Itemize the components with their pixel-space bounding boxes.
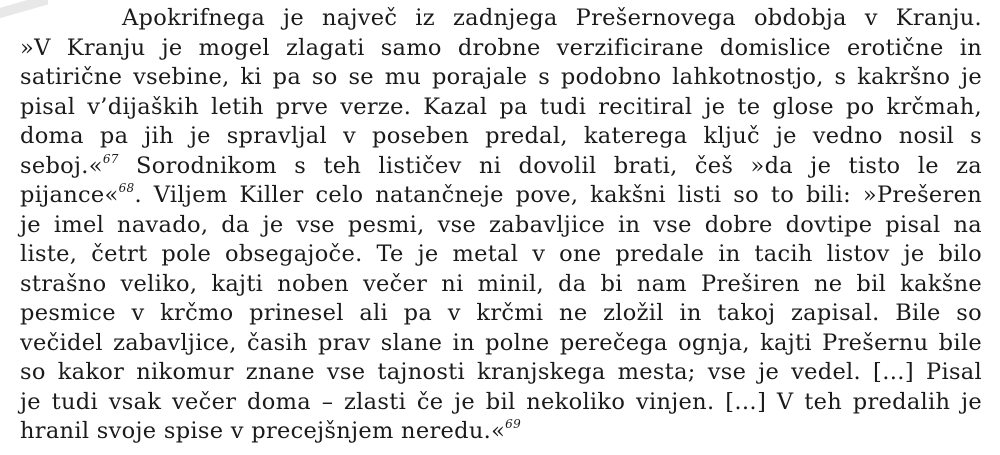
text-run: hranil svoje spise v precejšnjem neredu.« [20, 418, 506, 444]
paragraph-line: liste, četrt pole obsegajoče. Te je metal v one predale in tacih listov je bilo [20, 241, 982, 267]
paragraph-line [20, 417, 982, 447]
document-body [20, 4, 982, 447]
paragraph-line [20, 152, 982, 182]
paragraph-line [20, 181, 982, 211]
paragraph-line: pesmice v krčmo prinesel ali pa v krčmi ne zložil in takoj zapisal. Bile so [20, 300, 982, 326]
paragraph-line: pisal v’dijaških letih prve verze. Kazal pa tudi recitiral je te glose po krčmah, [20, 93, 982, 120]
footnote-ref-67: 67 [102, 151, 119, 166]
paragraph-line: »V Kranju je mogel zlagati samo drobne verzificirane domislice erotične in [20, 34, 982, 61]
footnote-ref-68: 68 [118, 181, 135, 195]
footnote-ref-69: 69 [505, 417, 522, 431]
paragraph-line: je imel navado, da je vse pesmi, vse zabavljice in vse dobre dovtipe pisal na [20, 211, 982, 238]
text-run: Sorodnikom s teh lističev ni dovolil brati, češ »da je tisto le za [136, 152, 982, 179]
paragraph-line: so kakor nikomur znane vse tajnosti kranjskega mesta; vse je vedel. […] Pisal [20, 359, 982, 385]
text-run: pijance« [20, 182, 119, 208]
text-run: Apokrifnega je največ iz zadnjega Prešernovega obdobja v Kranju. [122, 5, 982, 31]
paragraph-line: satirične vsebine, ki pa so se mu porajale s podobno lahkotnostjo, s kakršno je [20, 64, 982, 90]
paragraph-line: je tudi vsak večer doma – zlasti če je bil nekoliko vinjen. […] V teh predalih je [20, 388, 982, 415]
text-run: . Viljem Killer celo natančneje pove, kakšni listi so to bili: »Prešeren [134, 182, 982, 208]
paragraph-line: doma pa jih je spravljal v poseben predal, katerega ključ je vedno nosil s [20, 123, 982, 149]
paragraph-line: večidel zabavljice, časih prav slane in polne perečega ognja, kajti Prešernu bile [20, 329, 982, 356]
paragraph-line [20, 4, 982, 34]
text-run: seboj.« [20, 152, 103, 179]
paragraph-line: strašno veliko, kajti noben večer ni minil, da bi nam Preširen ne bil kakšne [20, 270, 982, 297]
